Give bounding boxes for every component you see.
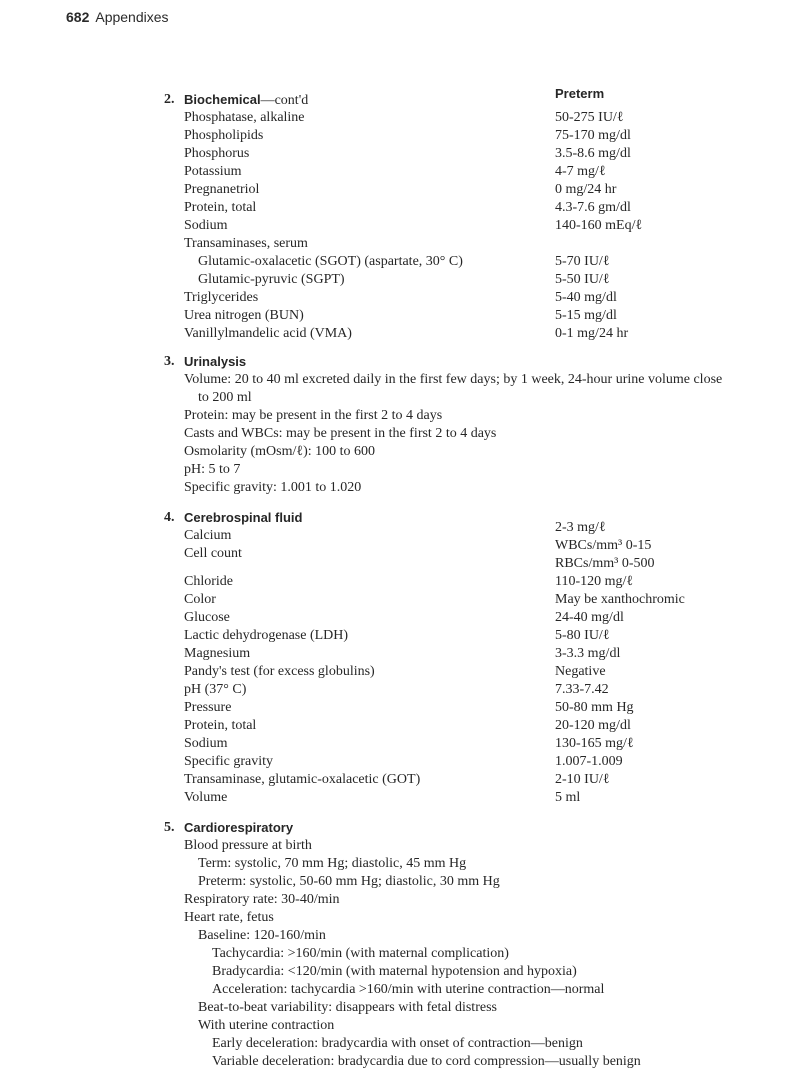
row-value: 7.33-7.42 bbox=[555, 682, 609, 697]
text-line: Volume: 20 to 40 ml excreted daily in the first few days; by 1 week, 24-hour urine volume close bbox=[184, 372, 723, 387]
row-value: 2-3 mg/ℓ bbox=[555, 520, 606, 535]
row-label: Cell count bbox=[184, 546, 242, 561]
section-title-text: Cardiorespiratory bbox=[184, 820, 294, 835]
page-number: 682 bbox=[66, 9, 90, 25]
row-value: 1.007-1.009 bbox=[555, 754, 623, 769]
text-line: to 200 ml bbox=[198, 390, 252, 405]
row-value: 3.5-8.6 mg/dl bbox=[555, 146, 631, 161]
row-label: Pressure bbox=[184, 700, 232, 715]
row-label: Phosphorus bbox=[184, 146, 250, 161]
row-value: WBCs/mm³ 0-15 bbox=[555, 538, 652, 553]
row-label: Pandy's test (for excess globulins) bbox=[184, 664, 375, 679]
text-line: Protein: may be present in the first 2 to 4 days bbox=[184, 408, 443, 423]
text-line: Blood pressure at birth bbox=[184, 838, 312, 853]
text-line: Heart rate, fetus bbox=[184, 910, 274, 925]
text-line: Specific gravity: 1.001 to 1.020 bbox=[184, 480, 362, 495]
row-value: 5-50 IU/ℓ bbox=[555, 272, 610, 287]
row-value: 20-120 mg/dl bbox=[555, 718, 631, 733]
row-value: 75-170 mg/dl bbox=[555, 128, 631, 143]
section-title bbox=[184, 510, 302, 527]
row-value: May be xanthochromic bbox=[555, 592, 685, 607]
row-label: Transaminases, serum bbox=[184, 236, 308, 251]
row-label: Vanillylmandelic acid (VMA) bbox=[184, 326, 352, 341]
row-value: 5-70 IU/ℓ bbox=[555, 254, 610, 269]
row-value: 5-15 mg/dl bbox=[555, 308, 617, 323]
row-label: Calcium bbox=[184, 528, 232, 543]
row-label: Magnesium bbox=[184, 646, 251, 661]
row-value: 50-80 mm Hg bbox=[555, 700, 634, 715]
row-value: 5-40 mg/dl bbox=[555, 290, 617, 305]
row-label: Glucose bbox=[184, 610, 230, 625]
section-number: 5. bbox=[164, 820, 175, 835]
section-number: 3. bbox=[164, 354, 175, 369]
row-value: 3-3.3 mg/dl bbox=[555, 646, 621, 661]
row-label: Chloride bbox=[184, 574, 233, 589]
text-line: Bradycardia: <120/min (with maternal hypotension and hypoxia) bbox=[212, 964, 577, 979]
row-value: RBCs/mm³ 0-500 bbox=[555, 556, 655, 571]
row-label: Volume bbox=[184, 790, 228, 805]
row-label: Transaminase, glutamic-oxalacetic (GOT) bbox=[184, 772, 421, 787]
section-title-text: Urinalysis bbox=[184, 354, 247, 369]
row-label: Triglycerides bbox=[184, 290, 259, 305]
text-line: pH: 5 to 7 bbox=[184, 462, 241, 477]
row-value: 2-10 IU/ℓ bbox=[555, 772, 610, 787]
row-value: 5-80 IU/ℓ bbox=[555, 628, 610, 643]
row-label: Color bbox=[184, 592, 216, 607]
text-line: Variable deceleration: bradycardia due to cord compression—usually benign bbox=[212, 1054, 641, 1069]
text-line: With uterine contraction bbox=[198, 1018, 335, 1033]
row-label: Protein, total bbox=[184, 200, 257, 215]
row-value: 5 ml bbox=[555, 790, 581, 805]
row-value: 0 mg/24 hr bbox=[555, 182, 617, 197]
row-value: 110-120 mg/ℓ bbox=[555, 574, 634, 589]
text-line: Preterm: systolic, 50-60 mm Hg; diastolic, 30 mm Hg bbox=[198, 874, 500, 889]
row-value: 50-275 IU/ℓ bbox=[555, 110, 624, 125]
row-label: Potassium bbox=[184, 164, 242, 179]
row-value: 24-40 mg/dl bbox=[555, 610, 624, 625]
text-line: Osmolarity (mOsm/ℓ): 100 to 600 bbox=[184, 444, 376, 459]
row-label: Glutamic-oxalacetic (SGOT) (aspartate, 30° C) bbox=[198, 254, 463, 269]
text-line: Respiratory rate: 30-40/min bbox=[184, 892, 340, 907]
section-title bbox=[184, 354, 246, 371]
text-line: Term: systolic, 70 mm Hg; diastolic, 45 mm Hg bbox=[198, 856, 467, 871]
section-title-text: Cerebrospinal fluid bbox=[184, 510, 303, 525]
text-line: Early deceleration: bradycardia with onset of contraction—benign bbox=[212, 1036, 583, 1051]
row-label: Sodium bbox=[184, 218, 228, 233]
row-label: Pregnanetriol bbox=[184, 182, 260, 197]
text-line: Baseline: 120-160/min bbox=[198, 928, 326, 943]
text-line: Tachycardia: >160/min (with maternal complication) bbox=[212, 946, 509, 961]
row-value: 4.3-7.6 gm/dl bbox=[555, 200, 631, 215]
row-value: Negative bbox=[555, 664, 606, 679]
section-title bbox=[184, 820, 293, 837]
running-header bbox=[66, 9, 169, 25]
text-line: Acceleration: tachycardia >160/min with uterine contraction—normal bbox=[212, 982, 605, 997]
row-label: Urea nitrogen (BUN) bbox=[184, 308, 304, 323]
text-line: Casts and WBCs: may be present in the first 2 to 4 days bbox=[184, 426, 497, 441]
section-title bbox=[184, 92, 308, 109]
row-label: Lactic dehydrogenase (LDH) bbox=[184, 628, 349, 643]
section-title-text: Biochemical bbox=[184, 92, 261, 107]
row-label: pH (37° C) bbox=[184, 682, 247, 697]
row-label: Phospholipids bbox=[184, 128, 264, 143]
section-title-suffix: —cont'd bbox=[260, 93, 309, 108]
row-value: 0-1 mg/24 hr bbox=[555, 326, 629, 341]
preterm-column-header: Preterm bbox=[555, 86, 605, 101]
section-number: 4. bbox=[164, 510, 175, 525]
row-value: 4-7 mg/ℓ bbox=[555, 164, 606, 179]
row-label: Phosphatase, alkaline bbox=[184, 110, 305, 125]
section-name: Appendixes bbox=[95, 9, 169, 25]
row-label: Sodium bbox=[184, 736, 228, 751]
row-label: Protein, total bbox=[184, 718, 257, 733]
row-value: 130-165 mg/ℓ bbox=[555, 736, 634, 751]
text-line: Beat-to-beat variability: disappears with fetal distress bbox=[198, 1000, 497, 1015]
row-label: Glutamic-pyruvic (SGPT) bbox=[198, 272, 345, 287]
row-label: Specific gravity bbox=[184, 754, 274, 769]
row-value: 140-160 mEq/ℓ bbox=[555, 218, 643, 233]
section-number: 2. bbox=[164, 92, 175, 107]
